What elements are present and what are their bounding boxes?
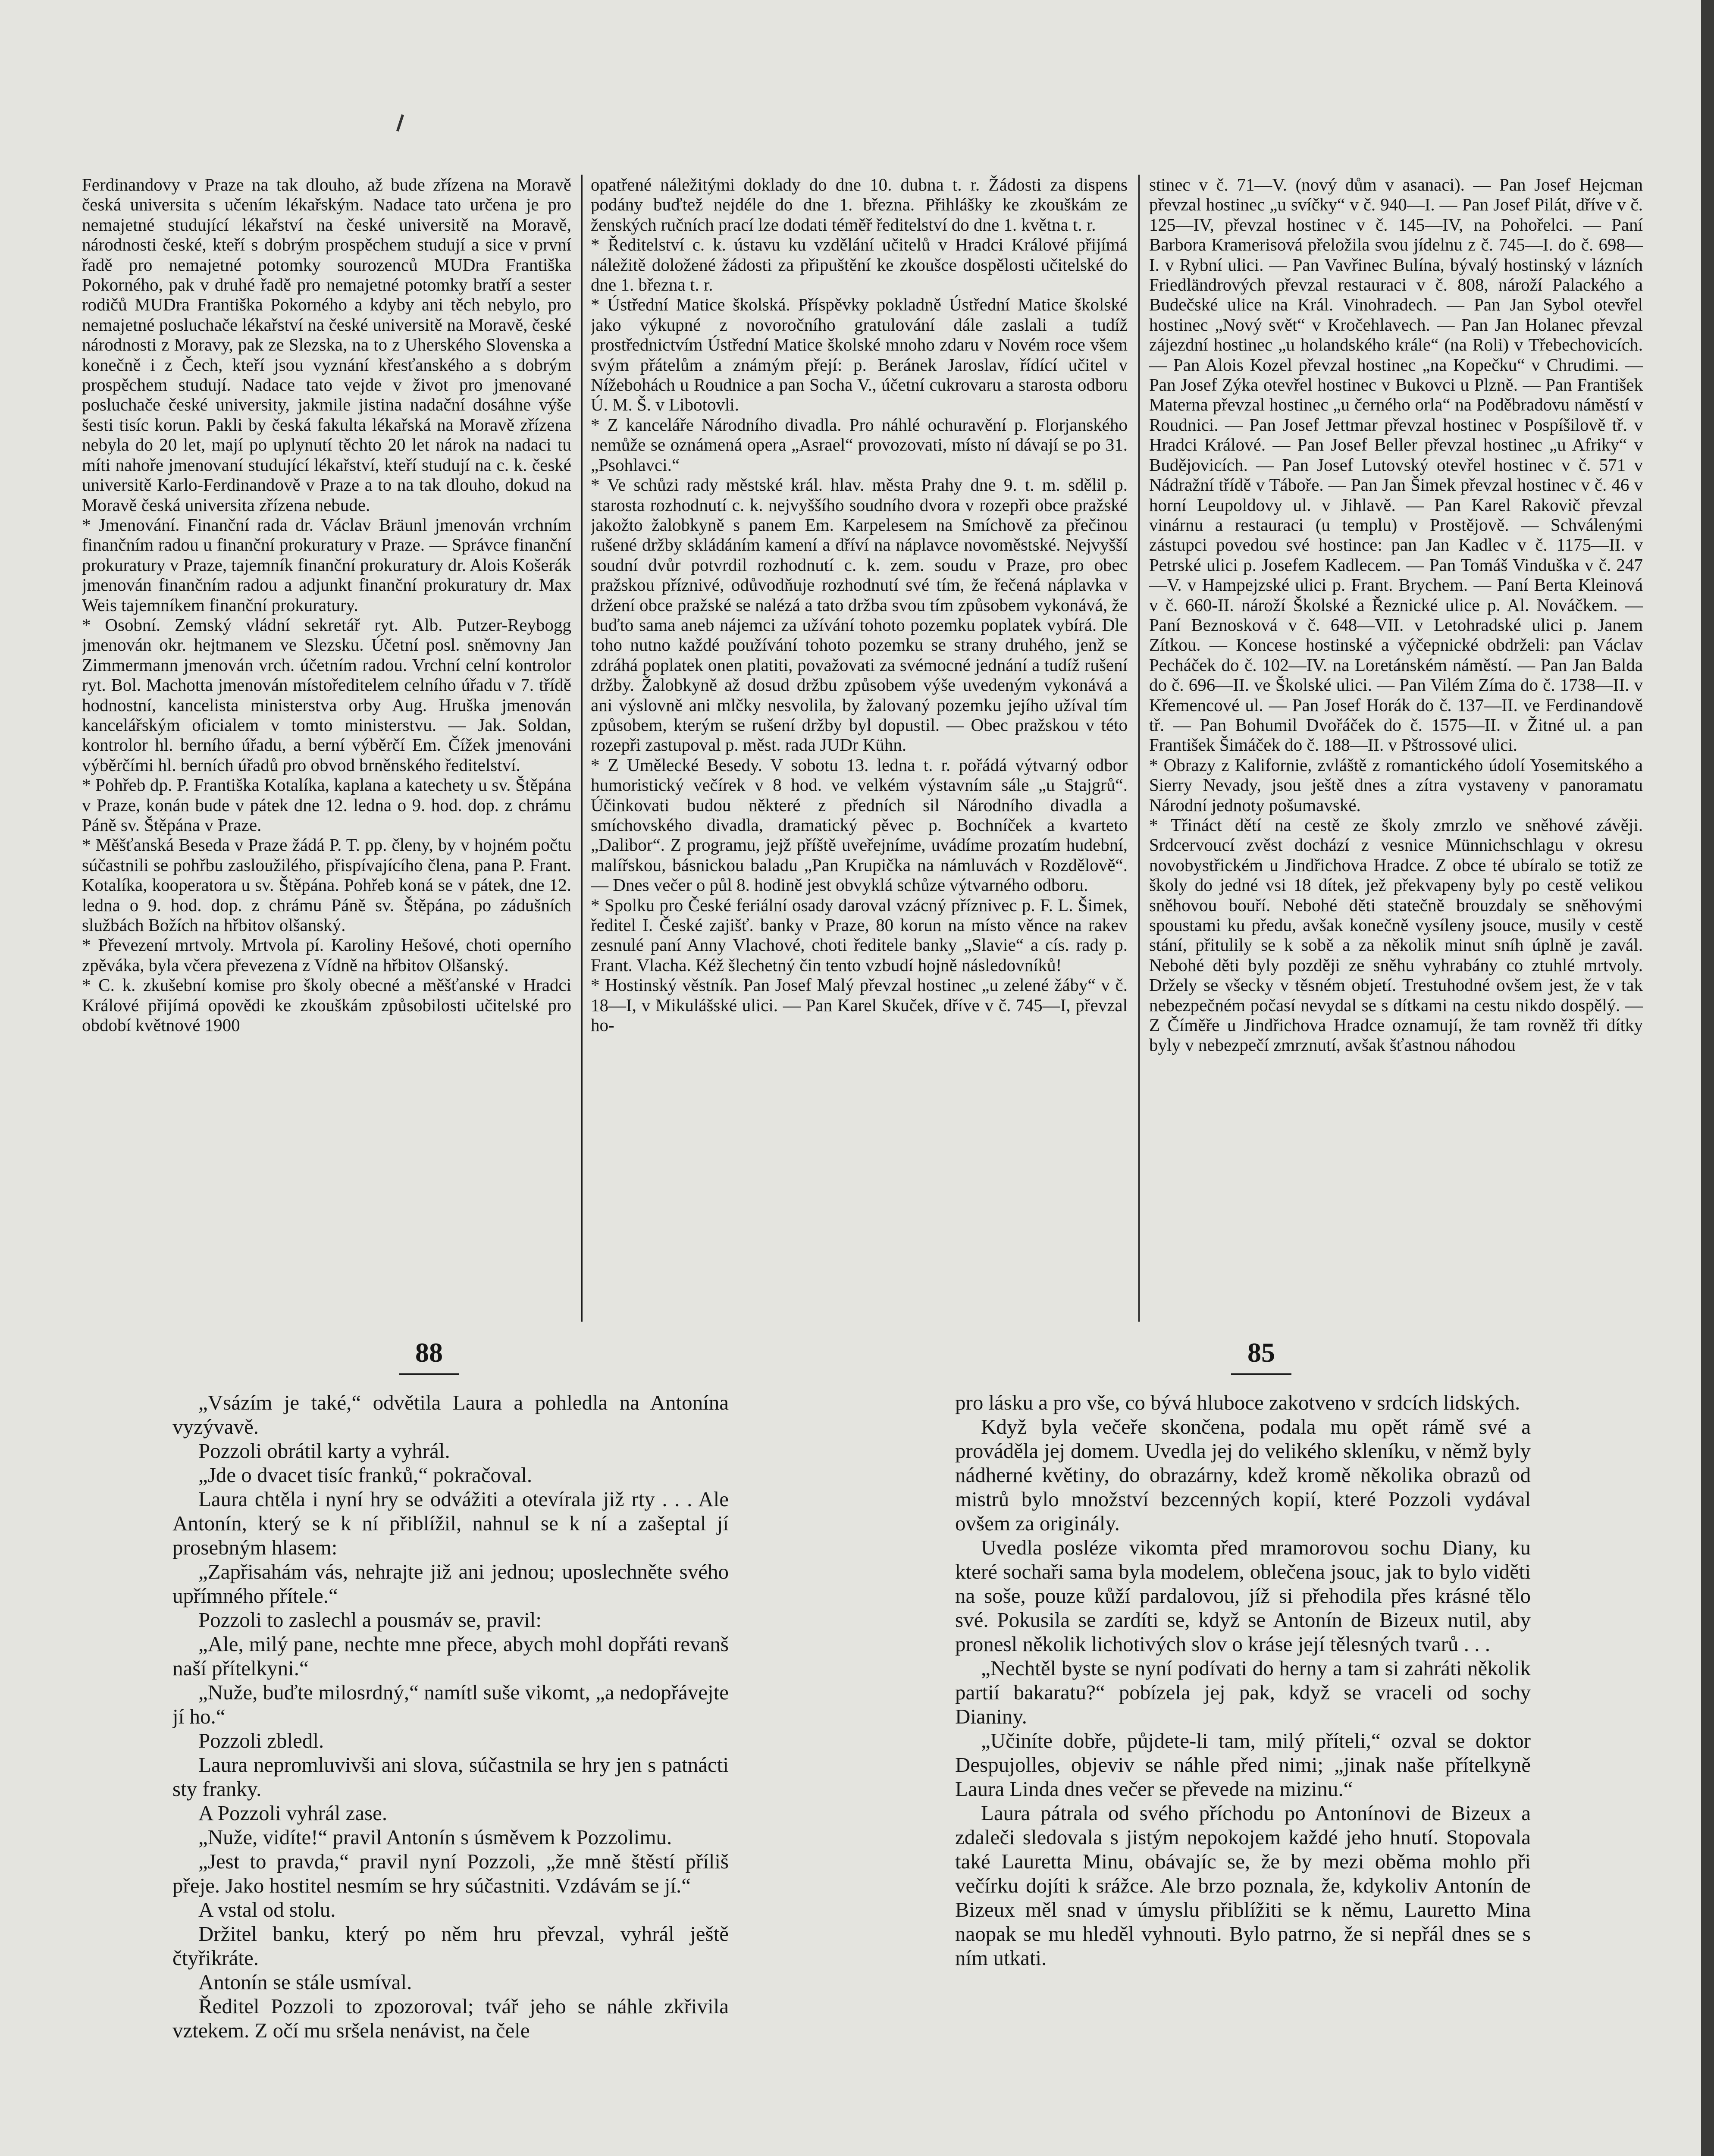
news-paragraph: * Pohřeb dp. P. Františka Kotalíka, kaplana a katechety u sv. Štěpána v Praze, konán bude v pátek dne 12. ledna o 9. hod. dop. z chrámu Páně sv. Štěpána v Praze. <box>82 775 571 835</box>
novel-paragraph: Když byla večeře skončena, podala mu opět rámě své a prováděla jej domem. Uvedla jej do velikého skleníku, v němž byly nádherné květiny, do obrazárny, kdež kromě několika obrazů od mistrů bylo množství bezcenných kopií, které Pozzoli vydával ovšem za originály. <box>955 1415 1531 1535</box>
news-paragraph: * Měšťanská Beseda v Praze žádá P. T. pp. členy, by v hojném počtu súčastnili se pohřbu zasloužilého, přispívajícího člena, pana P. Frant. Kotalíka, kooperatora u sv. Štěpána. Pohřeb koná se v pátek, dne 12. ledna o 9. hod. dop. z chrámu Páně sv. Štěpána, po zádušních službách Božích na hřbitov olšanský. <box>82 835 571 935</box>
novel-paragraph: „Zapřisahám vás, nehrajte již ani jednou; uposlechněte svého upřímného přítele.“ <box>172 1560 729 1608</box>
novel-page-right <box>955 1391 1531 2156</box>
novel-paragraph: Antonín se stále usmíval. <box>198 1970 412 1994</box>
news-paragraph: Ferdinandovy v Praze na tak dlouho, až bude zřízena na Moravě česká universita s učením lékařským. Nadace tato určena je pro nemajetné studující lékařství na české universitě na Moravě, národnosti české, kteří s dobrým prospěchem studují a sice v první řadě pro nemajetné potomky sourozenců MUDra Františka Pokorného, pak v druhé řadě pro nemajetné potomky bratří a sester rodičů MUDra Františka Pokorného a kdyby ani těch nebylo, pro nemajetné posluchače lékařství na české universitě na Moravě, české národnosti z Moravy, pak ze Slezska, na to z Uherského Slovenska a konečně i z Čech, kteří jsou vyznání křesťanského a s dobrým prospěchem studují. Nadace tato vejde v život pro jmenované posluchače české university, jakmile jistina nadační dosáhne výše šesti tisíc korun. Pakli by česká fakulta lékařská na Moravě zřízena nebyla do 20 let, mají po uplynutí těchto 20 let nárok na nadaci tu míti nahoře jmenovaní studující lékařství, kteří studují na c. k. české universitě Karlo-Ferdinandově v Praze a to na tak dlouho, dokud na Moravě česká universita zřízena nebude. <box>82 175 571 515</box>
news-paragraph: stinec v č. 71—V. (nový dům v asanaci). — Pan Josef Hejcman převzal hostinec „u svíčky“ v č. 940—I. — Pan Josef Pilát, dříve v č. 125—IV, převzal hostinec v č. 145—IV, na Pohořelci. — Paní Barbora Kramerisová přeložila svou jídelnu z č. 745—I. do č. 698—I. v Rybní ulici. — Pan Vavřinec Bulína, bývalý hostinský v lázních Friedländrových převzal restauraci v č. 808, nároží Palackého a Budečské ulice na Král. Vinohradech. — Pan Jan Sybol otevřel hostinec „Nový svět“ v Kročehlavech. — Pan Jan Holanec převzal zájezdní hostinec „u holandského krále“ (na Roli) v Třebechovicích. — Pan Alois Kozel převzal hostinec „na Kopečku“ v Chrudimi. — Pan Josef Zýka otevřel hostinec v Bukovci u Plzně. — Pan František Materna převzal hostinec „u černého orla“ na Poděbradovu náměstí v Roudnici. — Pan Josef Jettmar převzal hostinec v Pospíšilově tř. v Hradci Králové. — Pan Josef Beller převzal hostinec „u Afriky“ v Budějovicích. — Pan Josef Lutovský otevřel hostinec v č. 571 v Nádražní třídě v Táboře. — Pan Jan Šimek převzal hostinec v č. 46 v horní Leupoldovy ul. v Jihlavě. — Pan Karel Rakovič převzal vinárnu a restauraci (u templu) v Prostějově. — Schválenými zástupci povedou své hostince: pan Jan Kadlec v č. 1175—II. v Petrské ulici p. Josefem Kadlecem. — Pan Tomáš Vinduška v č. 247—V. v Hampejzské ulici p. Frant. Brychem. — Paní Berta Kleinová v č. 660-II. nároží Školské a Řeznické ulice p. Al. Nováčkem. — Paní Beznosková v č. 648—VII. v Letohradské ulici p. Janem Zítkou. — Koncese hostinské a výčepnické obdrželi: pan Václav Pecháček do č. 102—IV. na Loretánském náměstí. — Pan Jan Balda do č. 696—II. ve Školské ulici. — Pan Vilém Zíma do č. 1738—II. v Křemencové ul. — Pan Josef Horák do č. 137—II. ve Ferdinandově tř. — Pan Bohumil Dvořáček do č. 1575—II. v Žitné ul. a pan František Šimáček do č. 188—II. v Pštrossové ulici. <box>1149 175 1643 755</box>
news-column-3 <box>1149 175 1643 1322</box>
news-paragraph: * Z kanceláře Národního divadla. Pro náhlé ochuravění p. Florjanského nemůže se oznámená opera „Asrael“ provozovati, místo ní dávají se po 31. „Psohlavci.“ <box>591 414 1128 475</box>
novel-paragraph: Laura chtěla i nyní hry se odvážiti a otevírala již rty . . . Ale Antonín, který se k ní přiblížil, nahnul se k ní a zašeptal jí prosebným hlasem: <box>172 1487 729 1559</box>
novel-paragraph: Laura pátrala od svého příchodu po Antonínovi de Bizeux a zdaleči sledovala s jistým nepokojem každé jeho hnutí. Stopovala také Lauretta Minu, obávajíc se, že by mezi oběma mohlo při večírku dojíti k srážce. Ale brzo poznala, že, kdykoliv Antonín de Bizeux měl snad v úmyslu přiblížiti se k němu, Lauretto Mina naopak se mu hleděl vyhnouti. Bylo patrno, že si nepřál dnes se s ním utkati. <box>955 1801 1531 1970</box>
novel-page-left <box>172 1391 729 2156</box>
page-number-underline <box>1231 1373 1291 1375</box>
novel-paragraph: „Ale, milý pane, nechte mne přece, abych mohl dopřáti revanš naší přítelkyni.“ <box>172 1632 729 1680</box>
news-column-1 <box>82 175 571 1322</box>
novel-paragraph: „Nechtěl byste se nyní podívati do herny a tam si zahráti několik partií bakaratu?“ pobízela jej pak, když se vraceli od sochy Dianiny. <box>955 1656 1531 1728</box>
novel-paragraph: Uvedla posléze vikomta před mramorovou sochu Diany, ku které sochaři sama byla modelem, oblečena jsouc, jak to bylo viděti na soše, pouze kůží pardalovou, jíž si přehodila přes krásné tělo své. Pokusila se zardíti se, když se Antonín de Bizeux nutil, aby pronesl několik lichotivých slov o kráse její tělesných tvarů . . . <box>955 1536 1531 1656</box>
news-paragraph: * Ústřední Matice školská. Příspěvky pokladně Ústřední Matice školské jako výkupné z novoročního gratulování dále zaslali a tudíž prostřednictvím Ústřední Matice školské mnoho zdaru v Novém roce všem svým přátelům a známým přejí: p. Beránek Jaroslav, řídící učitel v Nížebohách u Roudnice a pan Socha V., účetní cukrovaru a starosta odboru Ú. M. Š. v Libotovli. <box>591 295 1128 415</box>
column-rule <box>1138 175 1140 1322</box>
novel-paragraph: A vstal od stolu. <box>198 1898 336 1921</box>
news-paragraph: * Ve schůzi rady městské král. hlav. města Prahy dne 9. t. m. sdělil p. starosta rozhodnutí c. k. nejvyššího soudního dvora v rozepři obce pražské jakožto žalobkyně s panem Em. Karpelesem na Smíchově za přečinou rušené držby skládáním kamení a dříví na náplavce novoměstské. Nejvyšší soudní dvůr potvrdil rozhodnutí c. k. zem. soudu v Praze, pro obec pražskou příznivé, odůvodňuje rozhodnutí své tím, že řečená náplavka v držení obce pražské se nalézá a tato držba svou tím způsobem vykonává, že buďto sama aneb nájemci za užívání tohoto pozemku poplatek vybírá. Dle toho nutno každé používání tohoto pozemku se strany druhého, jenž se zdráhá poplatek onen platiti, považovati za svémocné jednání a tudíž rušení držby. Žalobkyně až dosud držbu způsobem výše uvedeným vykonává a ani výslovně ani mlčky nesvolila, by žalovaný pozemku jejího užíval tím způsobem, kterým se rušení držby byl dopustil. — Obec pražskou v této rozepři zastupoval p. měst. rada JUDr Kühn. <box>591 475 1128 755</box>
novel-paragraph: „Jde o dvacet tisíc franků,“ pokračoval. <box>198 1463 533 1487</box>
news-paragraph: * Třináct dětí na cestě ze školy zmrzlo ve sněhové závěji. Srdcervoucí zvěst dochází z vesnice Münnichschlagu v okresu novobystřickém u Jindřichova Hradce. Z obce té ubíralo se totiž ze školy do jedné vsi 18 dítek, jež překvapeny byly po cestě velikou sněhovou bouří. Nebohé děti statečně brouzdaly se sněhovými spoustami ku předu, avšak konečně vysíleny jsouce, musily v cestě stání, přitulily se k sobě a za několik minut sníh úplně je zavál. Nebohé děti byly později ze sněhu vyhrabány co ztuhlé mrtvoly. Držely se všecky v těsném objetí. Trestuhodné ovšem jest, že v tak nebezpečném počasí nevydal se s dítkami na cestu nikdo dospělý. — Z Číměře u Jindřichova Hradce oznamují, že tam rovněž tři dítky byly v nebezpečí zmrznutí, avšak šťastnou náhodou <box>1149 815 1643 1055</box>
news-paragraph: * Jmenování. Finanční rada dr. Václav Bräunl jmenován vrchním finančním radou u finanční prokuratury v Praze. — Správce finanční prokuratury v Praze, tajemník finanční prokuratury dr. Alois Košerák jmenován finančním radou a adjunkt finanční prokuratury dr. Max Weis tajemníkem finanční prokuratury. <box>82 514 571 615</box>
news-paragraph: * Hostinský věstník. Pan Josef Malý převzal hostinec „u zelené žáby“ v č. 18—I, v Mikulášské ulici. — Pan Karel Skuček, dříve v č. 745—I, převzal ho- <box>591 975 1128 1035</box>
newspaper-section <box>82 175 1643 1322</box>
novel-paragraph: „Nuže, buďte milosrdný,“ namítl suše vikomt, „a nedopřávejte jí ho.“ <box>172 1680 729 1728</box>
news-paragraph: * C. k. zkušební komise pro školy obecné a měšťanské v Hradci Králové přijímá opovědi ke zkouškám způsobilosti učitelské pro období květnové 1900 <box>82 975 571 1035</box>
pen-mark <box>396 114 404 132</box>
novel-paragraph: Pozzoli obrátil karty a vyhrál. <box>198 1439 450 1463</box>
news-paragraph: * Převezení mrtvoly. Mrtvola pí. Karoliny Hešové, choti operního zpěváka, byla včera převezena z Vídně na hřbitov Olšanský. <box>82 935 571 975</box>
news-paragraph: * Osobní. Zemský vládní sekretář ryt. Alb. Putzer-Reybogg jmenován okr. hejtmanem ve Slezsku. Účetní posl. sněmovny Jan Zimmermann jmenován vrch. účetním radou. Vrchní celní kontrolor ryt. Bol. Machotta jmenován místoředitelem celního úřadu v 7. třídě hodnostní, kancelista ministerstva orby Aug. Hruška jmenován kancelářským oficialem v tomto ministerstvu. — Jak. Soldan, kontrolor hl. berního úřadu, a berní výběrčí Em. Čížek jmenováni výběrčími hl. berních úřadů pro obvod brněnského ředitelství. <box>82 614 571 775</box>
novel-paragraph: pro lásku a pro vše, co bývá hluboce zakotveno v srdcích lidských. <box>955 1391 1520 1414</box>
page-number-right: 85 <box>1247 1337 1275 1368</box>
news-paragraph: * Obrazy z Kalifornie, zvláště z romantického údolí Yosemitského a Sierry Nevady, jsou ještě dnes a zítra vystaveny v panoramatu Národní jednoty pošumavské. <box>1149 755 1643 815</box>
page-number-left: 88 <box>415 1337 443 1368</box>
news-paragraph: * Z Umělecké Besedy. V sobotu 13. ledna t. r. pořádá výtvarný odbor humoristický večírek v 8 hod. ve velkém výstavním sále „u Stajgrů“. Účinkovati budou některé z předních sil Národního divadla a smíchovského divadla, dramatický pěvec p. Bochníček a kvarteto „Dalibor“. Z programu, jejž příště uveřejníme, uvádíme prozatím hudební, malířskou, básnickou baladu „Pan Krupička na námluvách v Rozdělově“. — Dnes večer o půl 8. hodině jest obvyklá schůze výtvarného odboru. <box>591 755 1128 895</box>
novel-paragraph: Pozzoli zbledl. <box>198 1729 324 1752</box>
page-number-underline <box>399 1373 459 1375</box>
novel-paragraph: Držitel banku, který po něm hru převzal, vyhrál ještě čtyřikráte. <box>172 1922 729 1970</box>
novel-paragraph: „Jest to pravda,“ pravil nyní Pozzoli, „že mně štěstí příliš přeje. Jako hostitel nesmím se hry súčastniti. Vzdávám se jí.“ <box>172 1849 729 1897</box>
novel-paragraph: „Učiníte dobře, půjdete-li tam, milý příteli,“ ozval se doktor Despujolles, objeviv se náhle před nimi; „jinak naše přítelkyně Laura Linda dnes večer se převede na mizinu.“ <box>955 1729 1531 1801</box>
news-paragraph: * Ředitelství c. k. ústavu ku vzdělání učitelů v Hradci Králové přijímá náležitě doložené žádosti za připuštění ke zkoušce dospělosti učitelské do dne 1. března t. r. <box>591 235 1128 295</box>
novel-paragraph: Ředitel Pozzoli to zpozoroval; tvář jeho se náhle zkřivila vztekem. Z očí mu sršela nenávist, na čele <box>172 1994 729 2042</box>
novel-paragraph: Pozzoli to zaslechl a pousmáv se, pravil: <box>198 1608 542 1632</box>
column-rule <box>581 175 583 1322</box>
novel-paragraph: A Pozzoli vyhrál zase. <box>198 1801 388 1825</box>
novel-paragraph: „Nuže, vidíte!“ pravil Antonín s úsměvem k Pozzolimu. <box>198 1825 672 1849</box>
scan-edge <box>1701 0 1714 2156</box>
news-paragraph: opatřené náležitými doklady do dne 10. dubna t. r. Žádosti za dispens podány buďtež nejdéle do dne 1. března. Přihlášky ke zkouškám ze ženských ručních prací lze dodati téměř ředitelství do dne 1. května t. r. <box>591 175 1128 235</box>
news-paragraph: * Spolku pro České feriální osady daroval vzácný příznivec p. F. L. Šimek, ředitel I. České zajišť. banky v Praze, 80 korun na místo věnce na rakev zesnulé paní Anny Vlachové, choti ředitele banky „Slavie“ a cís. rady p. Frant. Vlacha. Kéž šlechetný čin tento vzbudí hojně následovníků! <box>591 895 1128 975</box>
novel-paragraph: „Vsázím je také,“ odvětila Laura a pohledla na Antonína vyzývavě. <box>172 1391 729 1438</box>
news-column-2 <box>591 175 1128 1322</box>
novel-paragraph: Laura nepromluvivši ani slova, súčastnila se hry jen s patnácti sty franky. <box>172 1753 729 1801</box>
